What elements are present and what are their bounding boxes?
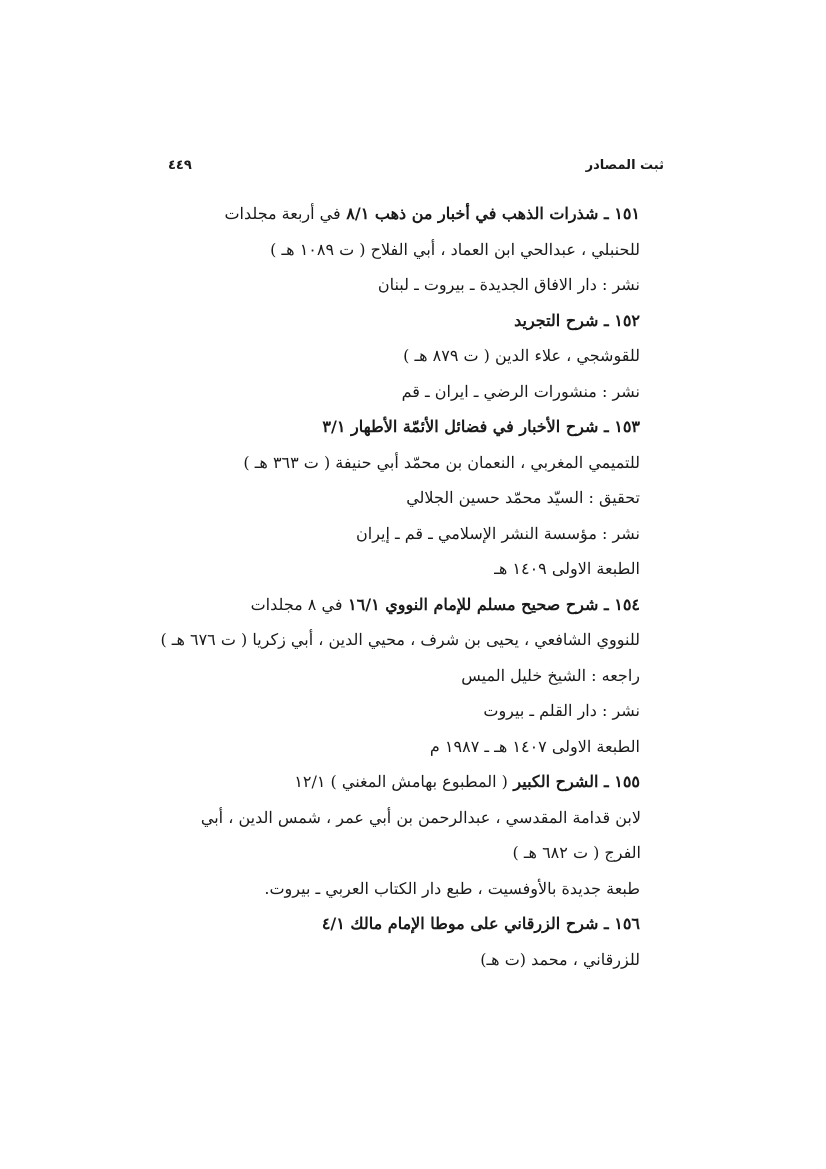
entry-155-edition: طبعة جديدة بالأوفسيت ، طبع دار الكتاب العربي ـ بيروت. — [264, 878, 640, 898]
entry-156-title: ١٥٦ ـ شرح الزرقاني على موطا الإمام مالك ٤/١ — [321, 914, 640, 933]
entry-154-author: للنووي الشافعي ، يحيى بن شرف ، محيي الدين ، أبي زكريا ( ت ٦٧٦ هـ ) — [160, 630, 640, 649]
entry-151-title — [160, 196, 640, 232]
entry-152-author: للقوشجي ، علاء الدين ( ت ٨٧٩ هـ ) — [403, 346, 640, 365]
entry-155-author: لابن قدامة المقدسي ، عبدالرحمن بن أبي عمر ، شمس الدين ، أبي الفرج ( ت ٦٨٢ هـ ) — [200, 807, 641, 862]
entry-152-publisher: نشر : منشورات الرضي ـ ايران ـ قم — [401, 381, 640, 401]
entry-153-title: ١٥٣ ـ شرح الأخبار في فضائل الأئمّة الأطهار ٣/١ — [322, 417, 640, 436]
entry-154-publisher: نشر : دار القلم ـ بيروت — [483, 701, 640, 720]
entry-154-reviewer: راجعه : الشيخ خليل الميس — [461, 665, 640, 685]
entry-154-title — [160, 587, 640, 623]
entry-151-volumes: في أربعة مجلدات — [224, 204, 341, 223]
entry-156-author: للزرقاني ، محمد (ت هـ) — [480, 949, 640, 969]
entry-154-name: ١٥٤ ـ شرح صحيح مسلم للإمام النووي ١٦/١ — [348, 594, 640, 614]
running-header-title: ثبت المصادر — [585, 158, 664, 173]
entry-155-name: ١٥٥ ـ الشرح الكبير — [513, 772, 640, 791]
entry-155-title — [160, 764, 640, 800]
entry-151-author: للحنبلي ، عبدالحي ابن العماد ، أبي الفلاح ( ت ١٠٨٩ هـ ) — [270, 239, 640, 259]
entry-151-name: ١٥١ ـ شذرات الذهب في أخبار من ذهب ٨/١ — [346, 204, 640, 223]
entry-154-edition: الطبعة الاولى ١٤٠٧ هـ ـ ١٩٨٧ م — [429, 736, 640, 756]
entry-153-edition: الطبعة الاولى ١٤٠٩ هـ — [494, 559, 640, 578]
entry-154-volumes: في ٨ مجلدات — [250, 594, 343, 614]
entry-151-publisher: نشر : دار الافاق الجديدة ـ بيروت ـ لبنان — [377, 275, 640, 294]
running-header — [168, 158, 664, 182]
entry-155-note: ( المطبوع بهامش المغني ) ١٢/١ — [294, 772, 508, 791]
page-number: ٤٤٩ — [168, 158, 192, 173]
entry-152-title: ١٥٢ ـ شرح التجريد — [514, 310, 640, 330]
entry-153-editor: تحقيق : السيّد محمّد حسين الجلالي — [406, 488, 640, 507]
entry-153-author: للتميمي المغربي ، النعمان بن محمّد أبي حنيفة ( ت ٣٦٣ هـ ) — [243, 452, 640, 472]
bibliography-list — [160, 196, 640, 977]
entry-153-publisher: نشر : مؤسسة النشر الإسلامي ـ قم ـ إيران — [356, 523, 640, 543]
